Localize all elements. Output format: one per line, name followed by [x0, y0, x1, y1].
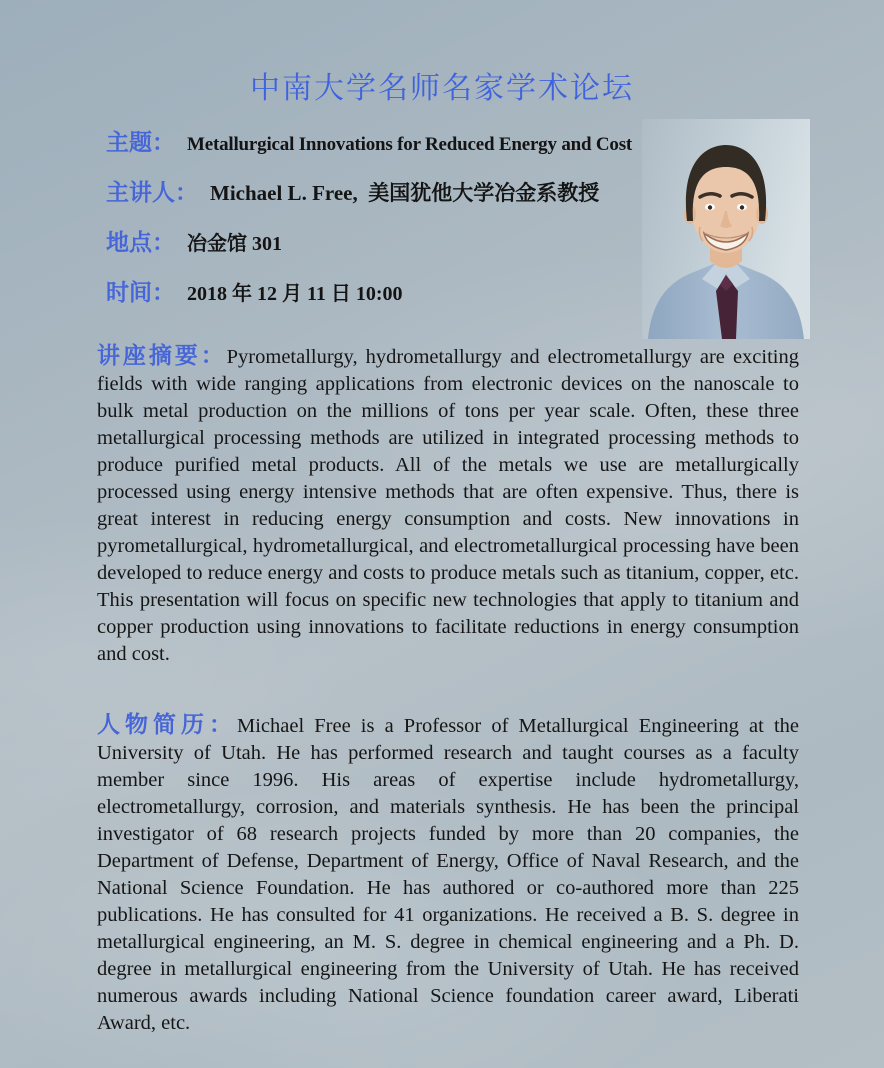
time-value: 2018 年 12 月 11 日 10:00: [187, 283, 403, 305]
speaker-portrait-photo: [642, 119, 810, 339]
bio-paragraph: [97, 711, 799, 1037]
page-title: 中南大学名师名家学术论坛: [250, 72, 634, 105]
topic-value: Metallurgical Innovations for Reduced Energy and Cost: [187, 134, 633, 155]
info-row-time: [106, 274, 646, 324]
location-value: 冶金馆 301: [187, 233, 282, 255]
speaker-value: Michael L. Free, 美国犹他大学冶金系教授: [210, 181, 600, 205]
speaker-portrait-illustration: [642, 119, 810, 339]
speaker-label: 主讲人：: [106, 179, 198, 205]
bio-label: 人物简历：: [97, 711, 237, 737]
time-label: 时间：: [106, 279, 175, 305]
location-label: 地点：: [106, 229, 175, 255]
info-row-topic: [106, 124, 646, 174]
info-row-location: [106, 224, 646, 274]
abstract-text: Pyrometallurgy, hydrometallurgy and electrometallurgy are exciting fields with wide ranging applications from electronic devices on the nanoscale to bulk metal production on the millions of tons per year scale. Often, these three metallurgical processing methods are utilized in integrated processing methods to produce purified metal products. All of the metals we use are metallurgically processed using energy intensive methods that are often expensive. Thus, there is great interest in reducing energy consumption and costs. New innovations in pyrometallurgical, hydrometallurgical, and electrometallurgical processing have been developed to reduce energy and costs to produce metals such as titanium, copper, etc. This presentation will focus on specific new technologies that apply to titanium and copper production using innovations to facilitate reductions in energy consumption and cost.: [97, 346, 799, 665]
bio-text: Michael Free is a Professor of Metallurgical Engineering at the University of Utah. He has performed research and taught courses as a faculty member since 1996. His areas of expertise include hydrometallurgy, electrometallurgy, corrosion, and materials synthesis. He has been the principal investigator of 68 research projects funded by more than 20 companies, the Department of Defense, Department of Energy, Office of Naval Research, and the National Science Foundation. He has authored or co-authored more than 225 publications. He has consulted for 41 organizations. He received a B. S. degree in metallurgical engineering, an M. S. degree in chemical engineering and a Ph. D. degree in metallurgical engineering from the University of Utah. He has received numerous awards including National Science foundation career award, Liberati Award, etc.: [97, 715, 799, 1034]
info-row-speaker: [106, 174, 646, 224]
info-block: [106, 124, 646, 324]
abstract-paragraph: [97, 342, 799, 668]
abstract-label: 讲座摘要：: [97, 342, 227, 368]
topic-label: 主题：: [106, 129, 175, 155]
